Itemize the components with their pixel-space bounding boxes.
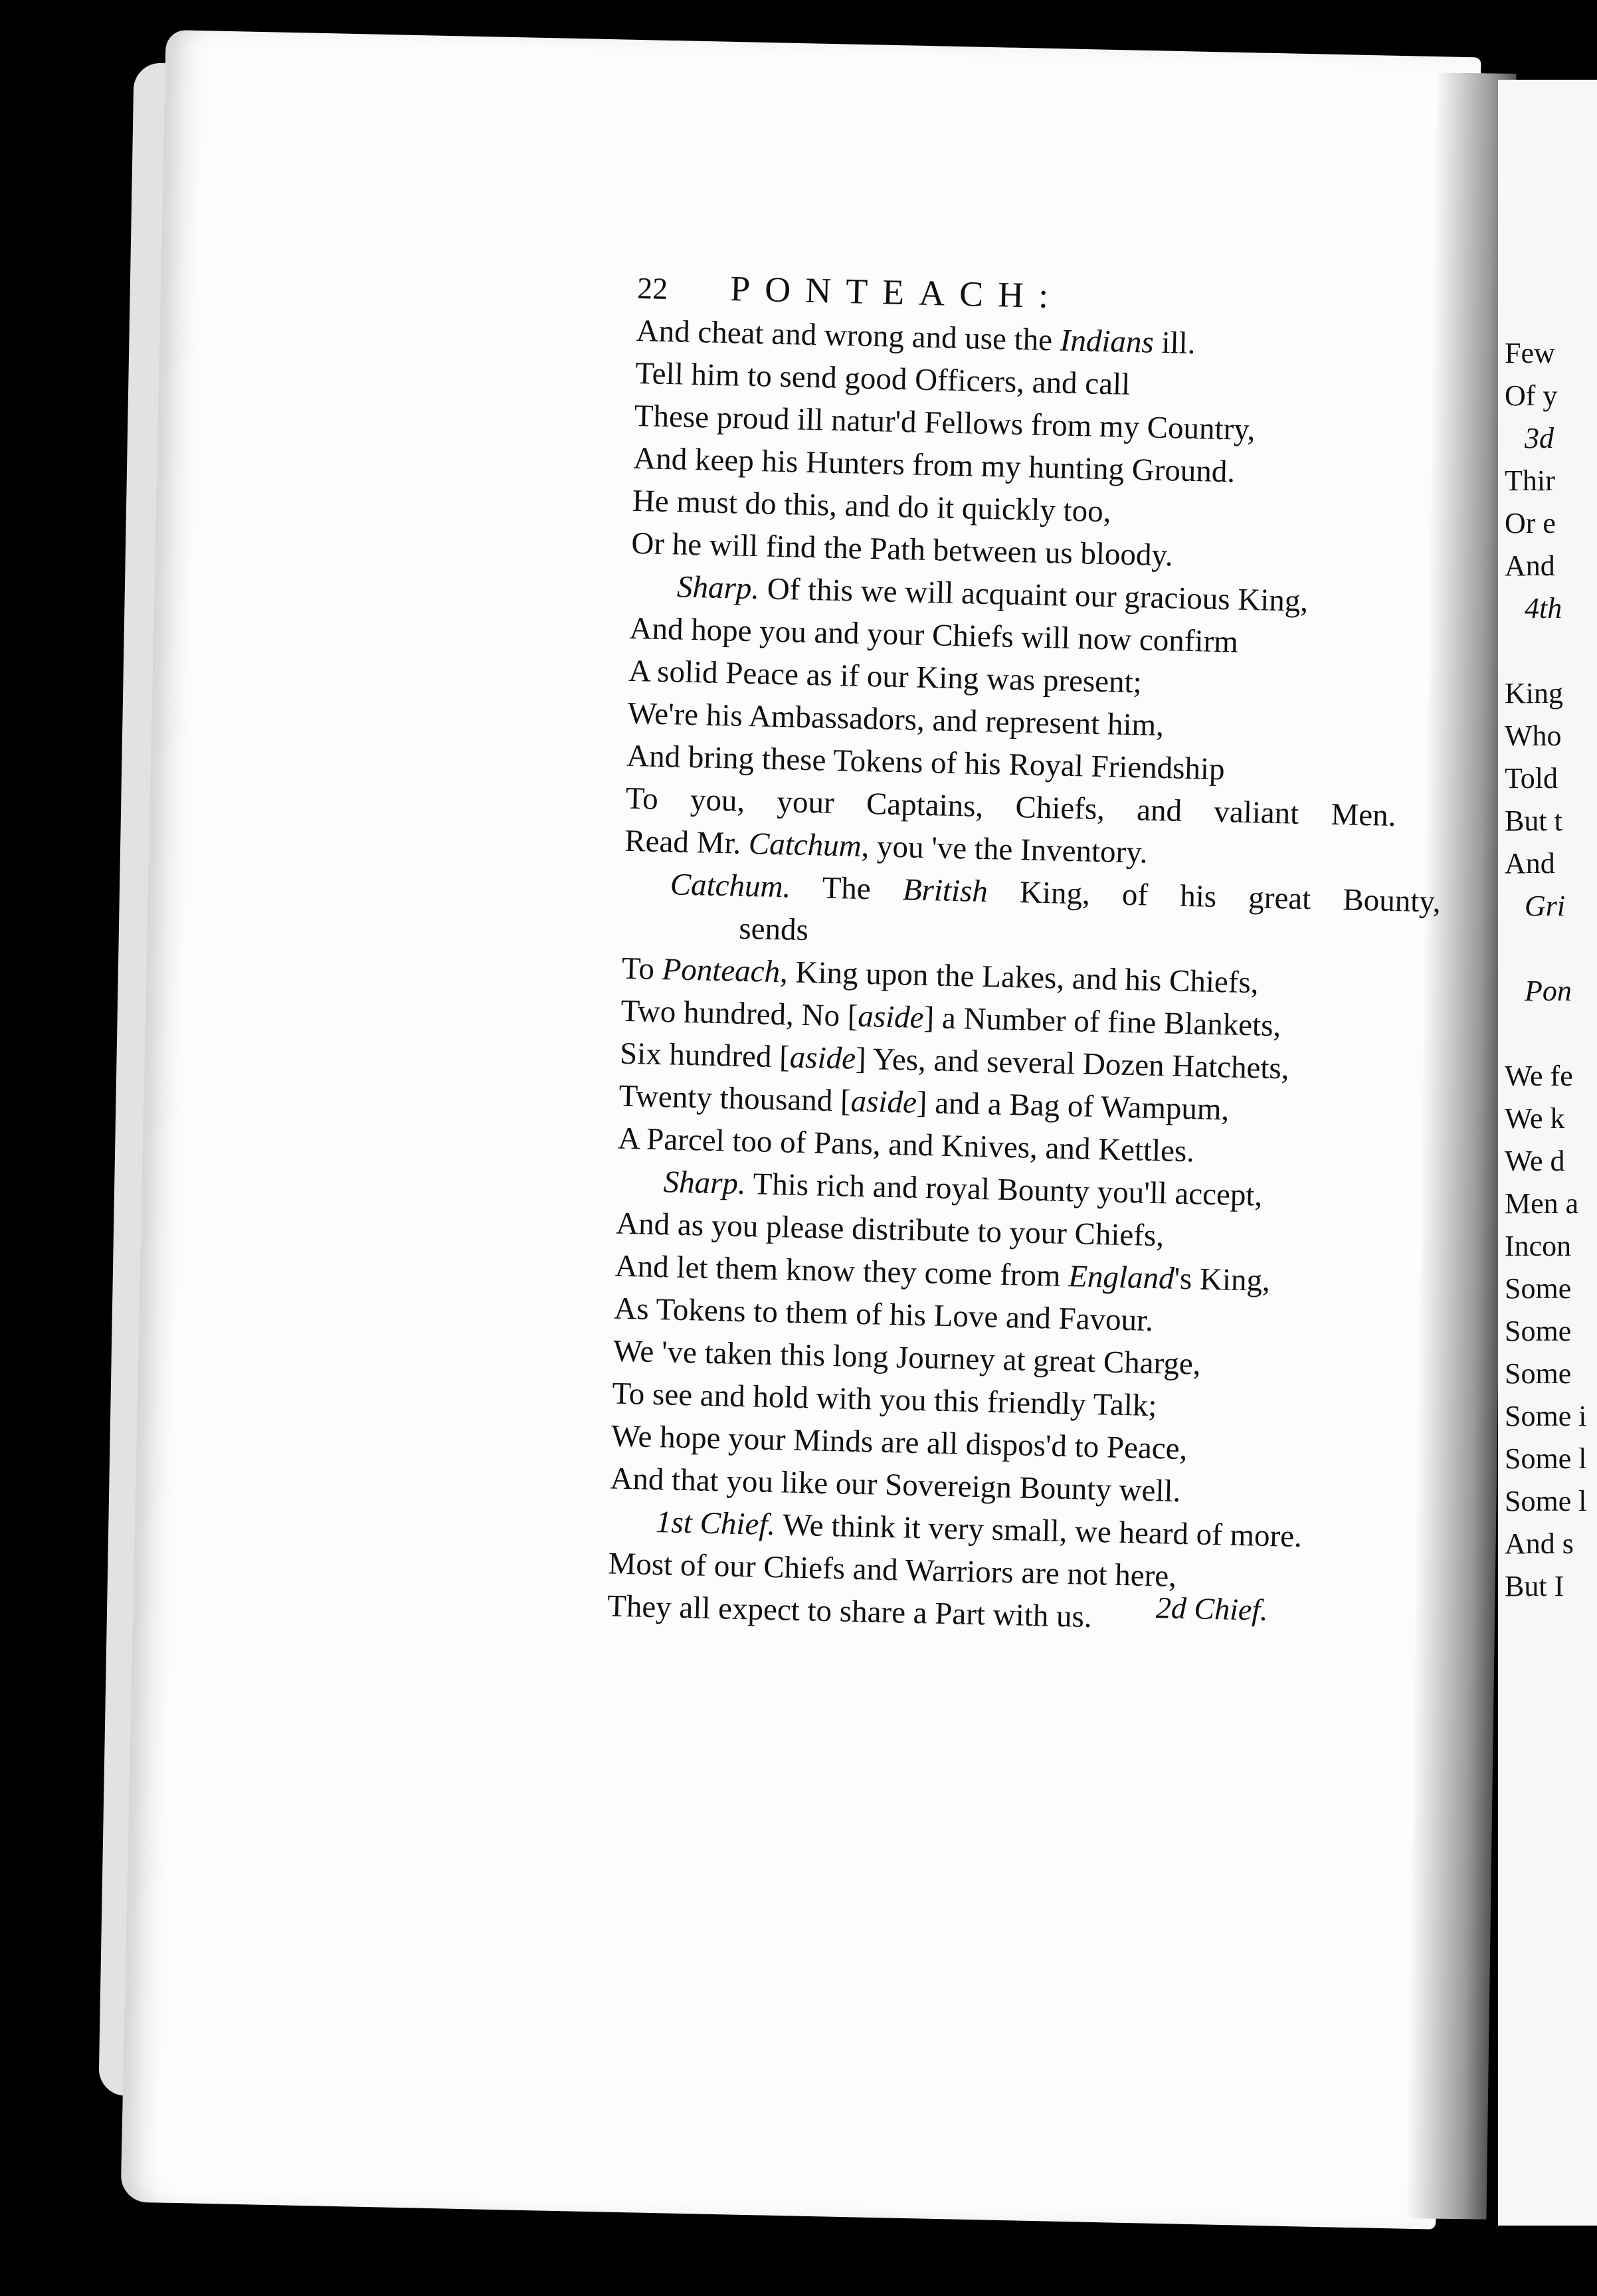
text-run: To you, your Captains, Chiefs, and valiant Men. xyxy=(625,781,1397,834)
right-page-line: Gri xyxy=(1525,890,1566,922)
italic-text: Sharp. xyxy=(676,569,760,607)
right-page-line: Pon xyxy=(1525,975,1572,1007)
page-number: 22 xyxy=(636,270,668,306)
right-page-line: We d xyxy=(1505,1145,1565,1177)
text-run: , you 've the Inventory. xyxy=(861,828,1149,870)
text-run: We 've taken this long Journey at great Charge, xyxy=(612,1333,1202,1382)
text-run: ] a Number of fine Blankets, xyxy=(923,1001,1281,1044)
left-page-text xyxy=(607,266,1442,1646)
right-page-line: And s xyxy=(1505,1527,1574,1560)
text-run: 's King, xyxy=(1173,1261,1271,1298)
text-run: And hope you and your Chiefs will now confirm xyxy=(629,611,1239,660)
right-page-line: Thir xyxy=(1505,464,1555,497)
text-run: sends xyxy=(738,911,809,948)
right-page-line: Some xyxy=(1505,1357,1572,1390)
text-run: Or he will find the Path between us bloody. xyxy=(630,526,1174,573)
right-page-line: Of y xyxy=(1505,379,1558,412)
italic-text: aside xyxy=(850,1084,917,1120)
text-run: He must do this, and do it quickly too, xyxy=(632,483,1112,529)
right-page-line: We k xyxy=(1505,1102,1565,1135)
text-run: , King upon the Lakes, and his Chiefs, xyxy=(779,955,1260,1001)
right-page-line: Few xyxy=(1505,337,1555,369)
text-run: We're his Ambassadors, and represent him, xyxy=(627,696,1165,743)
italic-text: Ponteach xyxy=(662,952,781,990)
catchword: 2d Chief. xyxy=(1155,1590,1269,1627)
right-page-line: Some l xyxy=(1505,1485,1587,1517)
text-run: And let them know they come from xyxy=(614,1248,1069,1294)
right-page-line xyxy=(1505,630,1597,672)
right-page-line: Told xyxy=(1505,762,1558,795)
italic-text: aside xyxy=(857,999,925,1036)
right-page-line: But I xyxy=(1505,1570,1564,1602)
right-page-line: And xyxy=(1505,847,1555,880)
text-run: And keep his Hunters from my hunting Ground. xyxy=(632,440,1236,490)
text-run: Of this we will acquaint our gracious King, xyxy=(759,571,1309,619)
text-run: Two hundred, No [ xyxy=(620,993,859,1034)
text-run: These proud ill natur'd Fellows from my Country, xyxy=(634,398,1256,448)
text-run: And that you like our Sovereign Bounty well. xyxy=(609,1461,1181,1509)
text-run: As Tokens to them of his Love and Favour. xyxy=(613,1291,1154,1339)
right-page-line: Some i xyxy=(1505,1400,1587,1432)
right-page-line: Who xyxy=(1505,719,1562,752)
italic-text: Sharp. xyxy=(663,1165,747,1202)
right-page-line: Incon xyxy=(1505,1230,1572,1262)
right-page-line: Some xyxy=(1505,1315,1572,1347)
right-page-line: 3d xyxy=(1525,422,1554,454)
right-page-line: Some xyxy=(1505,1272,1572,1305)
text-run: ] Yes, and several Dozen Hatchets, xyxy=(855,1041,1290,1086)
text-run: Tell him to send good Officers, and call xyxy=(634,355,1131,402)
verse-lines xyxy=(607,310,1442,1646)
right-page-line: We fe xyxy=(1505,1060,1573,1092)
right-page-line: 4th xyxy=(1525,592,1562,624)
right-page-line: And xyxy=(1505,549,1555,582)
text-run: We think it very small, we heard of more. xyxy=(775,1507,1303,1555)
right-page-line: Men a xyxy=(1505,1187,1579,1220)
text-run: Most of our Chiefs and Warriors are not here, xyxy=(608,1546,1177,1594)
italic-text: Indians xyxy=(1060,323,1155,360)
text-run: A solid Peace as if our King was present; xyxy=(628,653,1143,700)
right-page-line: Some l xyxy=(1505,1442,1587,1475)
text-run: And cheat and wrong and use the xyxy=(636,313,1061,358)
text-run: To see and hold with you this friendly Talk; xyxy=(611,1376,1158,1424)
text-run: To xyxy=(621,951,663,987)
text-run: Twenty thousand [ xyxy=(618,1078,852,1119)
right-page-text xyxy=(1505,332,1597,1608)
right-page-line xyxy=(1505,1012,1597,1055)
text-run: And as you please distribute to your Chiefs, xyxy=(615,1206,1165,1254)
italic-text: British xyxy=(902,872,988,909)
text-run: Read Mr. xyxy=(624,823,749,862)
text-run: A Parcel too of Pans, and Knives, and Kettles. xyxy=(617,1121,1195,1169)
italic-text: England xyxy=(1068,1259,1175,1296)
running-title: PONTEACH: xyxy=(729,268,1064,316)
text-run: ] and a Bag of Wampum, xyxy=(916,1085,1230,1127)
italic-text: aside xyxy=(789,1040,856,1076)
text-run: King, of his great Bounty, xyxy=(987,874,1442,919)
text-run: Six hundred [ xyxy=(619,1036,791,1075)
italic-text: Catchum. xyxy=(670,867,791,905)
text-run: And bring these Tokens of his Royal Friendship xyxy=(626,738,1226,787)
right-page-line xyxy=(1505,927,1597,970)
text-run: This rich and royal Bounty you'll accept, xyxy=(745,1167,1263,1213)
right-page-line: But t xyxy=(1505,805,1562,837)
italic-text: Catchum xyxy=(748,826,862,864)
italic-text: 1st Chief. xyxy=(655,1505,776,1543)
right-page-line: Or e xyxy=(1505,507,1556,539)
text-run: We hope your Minds are all dispos'd to Peace, xyxy=(611,1418,1188,1467)
right-page-line: King xyxy=(1505,677,1563,710)
text-run: ill. xyxy=(1153,325,1196,361)
text-run: They all expect to share a Part with us. xyxy=(607,1588,1093,1635)
text-run: The xyxy=(790,870,903,908)
